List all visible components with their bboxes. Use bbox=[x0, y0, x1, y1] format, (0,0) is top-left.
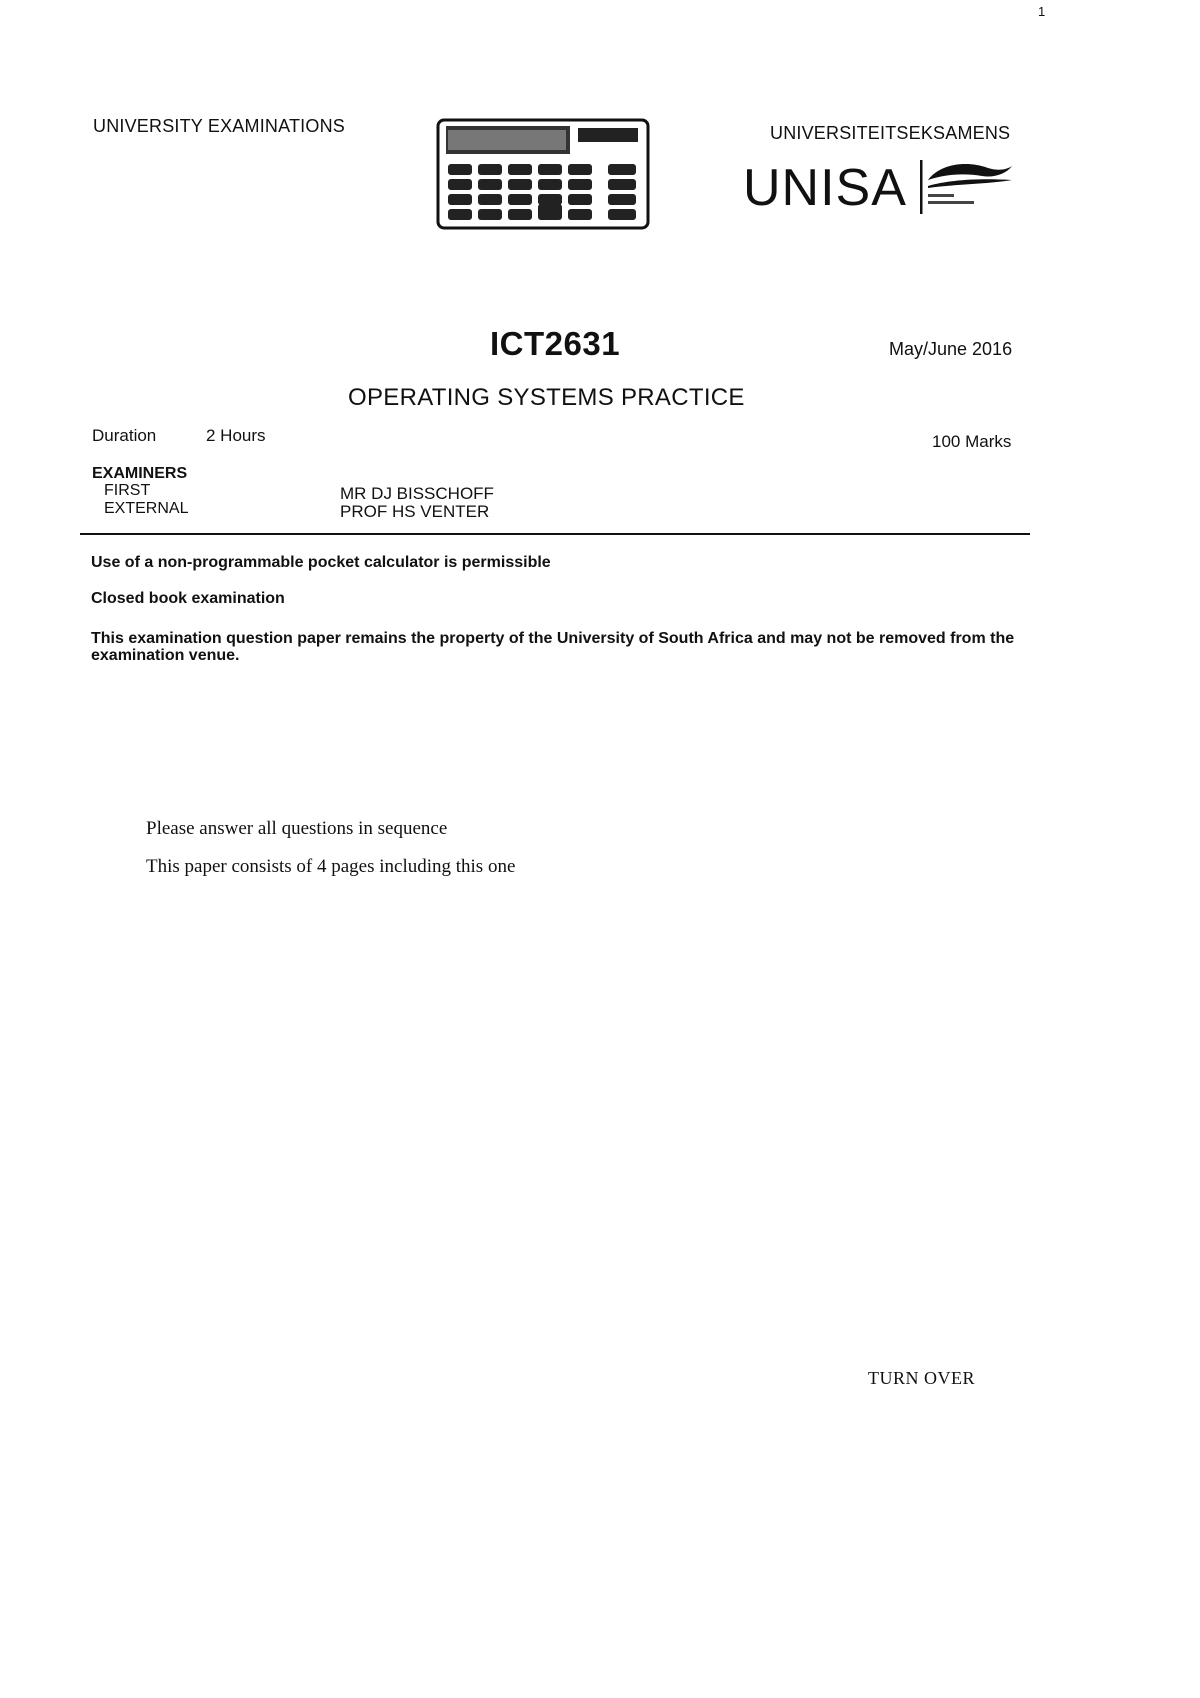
duration-value: 2 Hours bbox=[206, 426, 266, 445]
instruction: This paper consists of 4 pages including this one bbox=[146, 856, 516, 877]
exam-rule: This examination question paper remains the property of the University of South Africa and may not be removed from the examination venue. bbox=[91, 630, 1015, 664]
course-code: ICT2631 bbox=[490, 325, 621, 362]
instruction: Please answer all questions in sequence bbox=[146, 818, 448, 839]
header-english: UNIVERSITY EXAMINATIONS bbox=[93, 116, 345, 136]
horizontal-divider bbox=[80, 533, 1030, 535]
course-title: OPERATING SYSTEMS PRACTICE bbox=[348, 384, 745, 411]
calculator-icon bbox=[436, 118, 650, 230]
unisa-logo: UNISA bbox=[743, 159, 907, 217]
total-marks: 100 Marks bbox=[932, 432, 1012, 451]
unisa-logo-icon bbox=[918, 158, 1014, 216]
duration-label: Duration bbox=[92, 426, 157, 445]
header-afrikaans: UNIVERSITEITSEKSAMENS bbox=[770, 123, 1011, 143]
turn-over-label: TURN OVER bbox=[868, 1368, 975, 1388]
exam-rule: Closed book examination bbox=[91, 590, 285, 607]
examiners-title: EXAMINERS bbox=[92, 465, 188, 482]
exam-date: May/June 2016 bbox=[889, 339, 1013, 359]
examiner-role: EXTERNAL bbox=[104, 500, 189, 517]
exam-rule: Use of a non-programmable pocket calculator is permissible bbox=[91, 554, 551, 571]
examiner-name: MR DJ BISSCHOFF bbox=[340, 484, 494, 503]
page-number: 1 bbox=[1038, 4, 1046, 19]
examiner-name: PROF HS VENTER bbox=[340, 502, 490, 521]
examiner-role: FIRST bbox=[104, 482, 151, 499]
